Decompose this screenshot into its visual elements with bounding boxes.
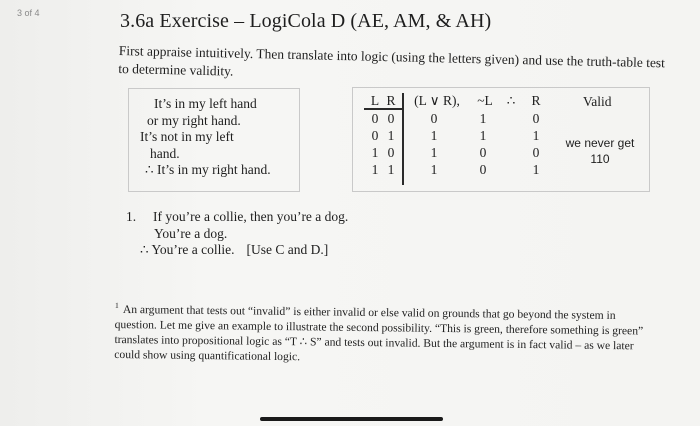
section-title: 3.6a Exercise – LogiCola D (AE, AM, & AH) <box>120 10 492 32</box>
argument-line-3: It’s not in my left <box>140 129 234 144</box>
exercise-hint: [Use C and D.] <box>246 242 329 257</box>
truth-table-column-rule <box>402 93 404 185</box>
tt-cell: 1 <box>479 111 487 126</box>
home-indicator-bar[interactable] <box>260 417 443 421</box>
tt-cell: 1 <box>371 162 379 177</box>
exercise-premise-2: You’re a dog. <box>154 225 228 241</box>
tt-cell: 0 <box>387 111 395 126</box>
tt-header-l: L <box>370 93 380 108</box>
tt-cell: 0 <box>371 128 379 143</box>
tt-cell: 1 <box>387 128 395 143</box>
argument-line-2: or my right hand. <box>147 112 241 128</box>
handwritten-note: we never get 110 <box>565 136 635 166</box>
tt-cell: 1 <box>479 128 487 143</box>
argument-line-1: It’s in my left hand <box>154 96 257 111</box>
tt-header-result-r: R <box>531 93 541 108</box>
tt-header-r: R <box>386 93 396 108</box>
footnote-text: An argument that tests out “invalid” is either invalid or else valid on grounds that go beyond the system in question. Let me give an example to illustrate the second possibility. “This is green, therefore something is green” translates into propositional logic as “T ∴ S” and tests out invalid. But the argument is in fact valid – as we later could show using quantificational logic. <box>114 302 644 364</box>
tt-cell: 0 <box>479 145 487 160</box>
tt-cell: 0 <box>532 145 540 160</box>
tt-cell: 0 <box>387 145 395 160</box>
page-indicator: 3 of 4 <box>17 8 40 18</box>
tt-cell: 0 <box>430 111 438 126</box>
argument-conclusion: ∴ It’s in my right hand. <box>145 162 271 177</box>
footnote-marker: 1 <box>114 300 119 311</box>
tt-header-not-l: ~L <box>477 93 493 108</box>
tt-cell: 1 <box>371 145 379 160</box>
argument-line-4: hand. <box>150 145 180 161</box>
exercise-1 <box>126 209 348 259</box>
tt-header-disjunction: (L ∨ R), <box>414 93 460 108</box>
tt-cell: 0 <box>532 111 540 126</box>
exercise-number: 1. <box>126 209 137 224</box>
tt-cell: 1 <box>532 162 540 177</box>
tt-cell: 0 <box>479 162 487 177</box>
tt-cell: 1 <box>430 162 438 177</box>
tt-cell: 1 <box>532 128 540 143</box>
footnote <box>114 298 655 368</box>
tt-cell: 1 <box>430 128 438 143</box>
exercise-conclusion: ∴ You’re a collie. <box>140 242 235 257</box>
example-argument <box>140 96 271 179</box>
tt-header-therefore: ∴ <box>506 93 516 108</box>
tt-cell: 0 <box>371 111 379 126</box>
tt-cell: 1 <box>387 162 395 177</box>
exercise-premise-1: If you’re a collie, then you’re a dog. <box>153 209 349 224</box>
validity-verdict: Valid <box>583 94 612 109</box>
tt-cell: 1 <box>430 145 438 160</box>
instructions-paragraph: First appraise intuitively. Then translate into logic (using the letters given) and use the truth-table test to determine validity. <box>118 42 666 79</box>
